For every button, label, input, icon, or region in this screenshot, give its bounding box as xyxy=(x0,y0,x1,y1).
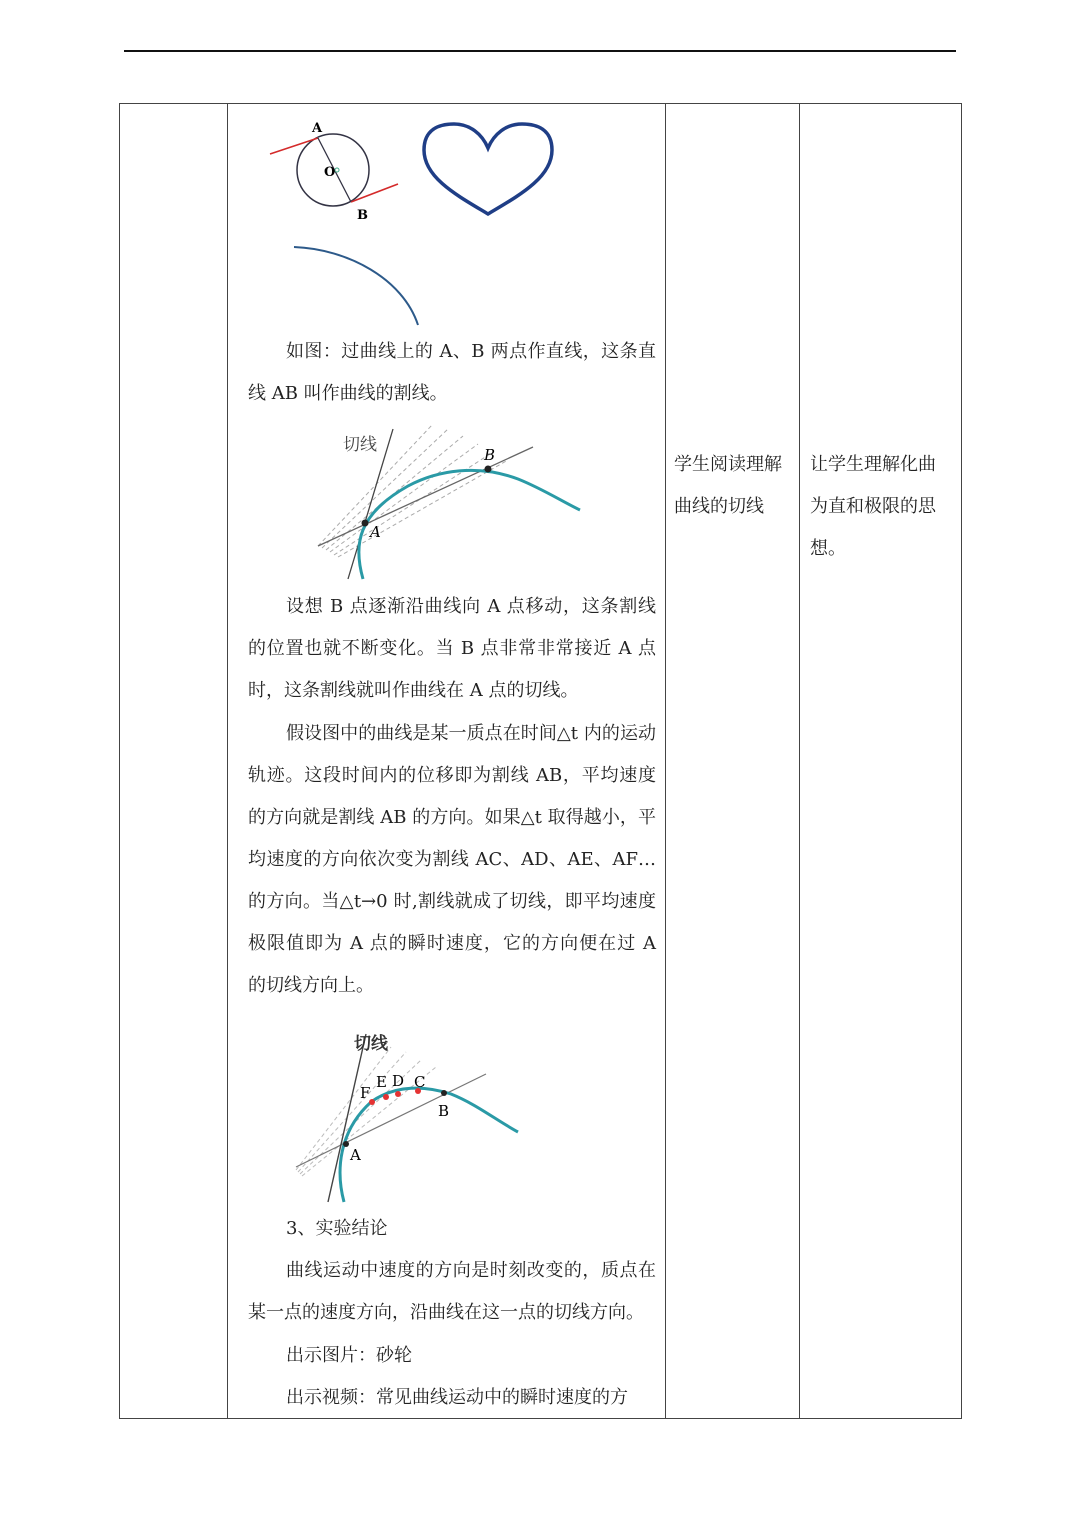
center-point xyxy=(335,168,339,172)
paragraph-secant: 如图：过曲线上的 A、B 两点作直线，这条直线 AB 叫作曲线的割线。 xyxy=(248,341,656,404)
label-tangent: 切线 xyxy=(354,1034,388,1054)
point-a xyxy=(362,520,369,527)
column-divider xyxy=(227,104,228,1418)
label-o: O xyxy=(324,165,336,180)
motion-curve xyxy=(359,470,580,579)
arc-figure xyxy=(288,239,428,329)
paragraph-trajectory: 假设图中的曲线是某一质点在时间△t 内的运动轨迹。这段时间内的位移即为割线 AB，平均速度的方向就是割线 AB 的方向。如果△t 取得越小，平均速度的方向依次变为割线 AC、AD、AE、AF…的方向。当△t→0 时,割线就成了切线，即平均速度极限值即为 A 点的瞬时速度，它的方向便在过 A 的切线方向上。 xyxy=(248,723,656,996)
secant-line-ab xyxy=(296,1074,486,1167)
label-b: B xyxy=(484,446,496,464)
dashed-secant xyxy=(330,444,478,552)
column-divider xyxy=(799,104,800,1418)
tangent-points-figure xyxy=(286,1022,546,1207)
circle-secant-figure xyxy=(258,114,408,219)
paragraph-show-video: 出示视频：常见曲线运动中的瞬时速度的方 xyxy=(286,1387,628,1408)
point-a xyxy=(343,1141,349,1147)
label-a: A xyxy=(370,523,381,541)
design-intent-text: 让学生理解化曲为直和极限的思想。 xyxy=(810,454,936,559)
secant-line-ab xyxy=(318,447,533,546)
lesson-table xyxy=(119,103,962,1419)
paragraph-conclusion: 曲线运动中速度的方向是时刻改变的，质点在某一点的速度方向，沿曲线在这一点的切线方向。 xyxy=(248,1260,656,1323)
point-b xyxy=(441,1090,447,1096)
point-b xyxy=(485,466,492,473)
label-e: E xyxy=(376,1073,387,1091)
paragraph-b-moves: 设想 B 点逐渐沿曲线向 A 点移动，这条割线的位置也就不断变化。当 B 点非常非常接近 A 点时，这条割线就叫作曲线在 A 点的切线。 xyxy=(248,596,656,701)
label-b: B xyxy=(438,1102,450,1120)
header-rule xyxy=(124,50,956,52)
heart-figure xyxy=(418,118,558,218)
label-a: A xyxy=(350,1146,361,1164)
label-tangent: 切线 xyxy=(343,435,377,455)
label-a: A xyxy=(312,121,323,136)
student-activity-text: 学生阅读理解曲线的切线 xyxy=(674,454,782,517)
motion-curve xyxy=(340,1088,518,1202)
paragraph-show-image: 出示图片：砂轮 xyxy=(286,1345,412,1366)
tangent-line-a xyxy=(270,138,318,154)
arc-curve xyxy=(294,247,418,325)
tangent-line-b xyxy=(351,184,398,202)
label-d: D xyxy=(392,1072,405,1090)
label-f: F xyxy=(360,1084,371,1102)
tangent-secant-figure xyxy=(298,424,588,584)
tangent-line-a xyxy=(328,1034,366,1202)
dashed-secant xyxy=(322,429,448,548)
point-e xyxy=(383,1094,389,1100)
heading-conclusion: 3、实验结论 xyxy=(286,1218,388,1239)
label-c: C xyxy=(414,1073,426,1091)
label-b: B xyxy=(357,208,368,219)
point-d xyxy=(395,1091,401,1097)
heart-curve xyxy=(424,124,552,214)
